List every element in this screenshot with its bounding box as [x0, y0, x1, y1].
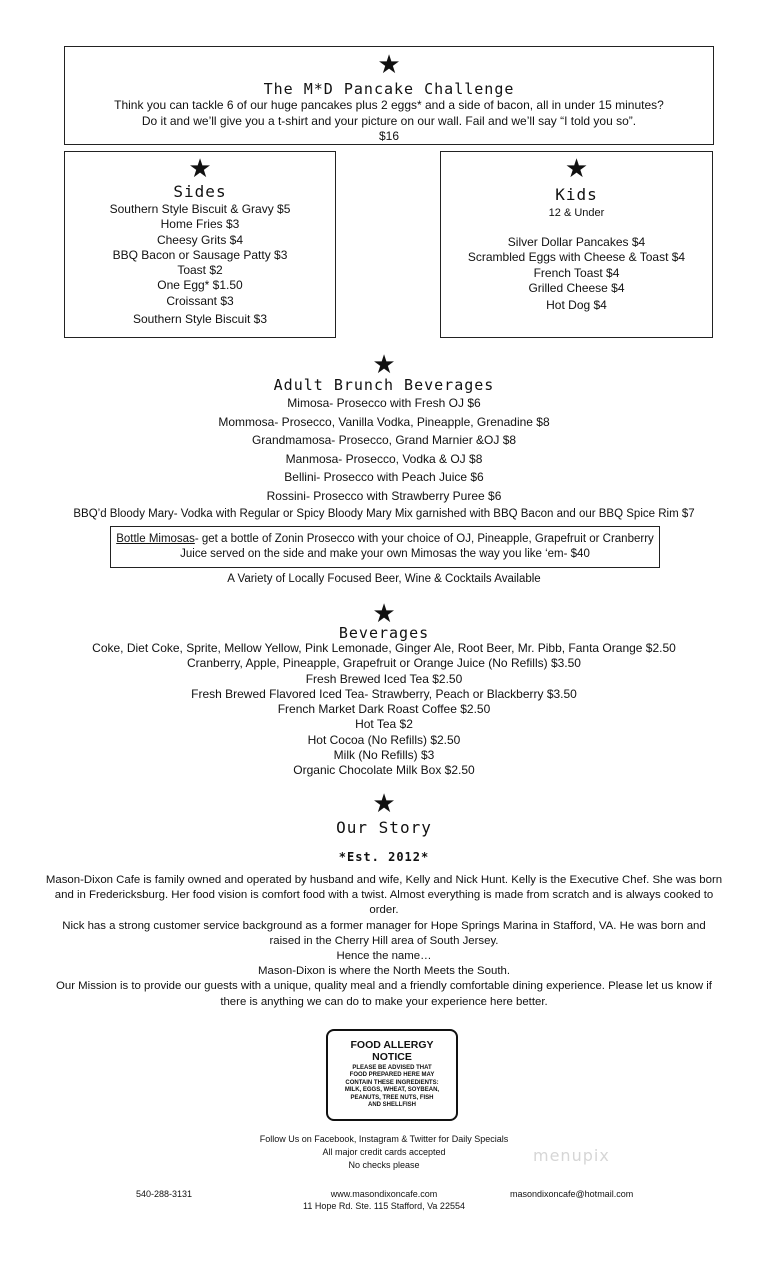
pancake-challenge-box — [64, 46, 714, 145]
challenge-line-1: Think you can tackle 6 of our huge pancakes plus 2 eggs* and a side of bacon, all in under 15 minutes? — [114, 98, 664, 112]
address: 11 Hope Rd. Ste. 115 Stafford, Va 22554 — [303, 1201, 465, 1211]
bottle-mimosas-text-2: Juice served on the side and make your own Mimosas the way you like ‘em- $40 — [180, 548, 590, 560]
allergy-line: CONTAIN THESE INGREDIENTS: — [345, 1079, 439, 1086]
story-established: *Est. 2012* — [338, 850, 430, 864]
beverages-title: Beverages — [338, 624, 430, 642]
star-icon: ★ — [372, 599, 396, 629]
list-item: Cheesy Grits $4 — [156, 232, 244, 247]
story-line: Our Mission is to provide our guests with a unique, quality meal and a friendly comfortable dining experience. Please let us know if — [56, 980, 712, 993]
list-item: Silver Dollar Pancakes $4 — [507, 235, 646, 249]
story-line: Hence the name… — [336, 950, 432, 963]
story-line: raised in the Cherry Hill area of South Jersey. — [269, 934, 499, 947]
story-line: Nick has a strong customer service background as a former manager for Hope Springs Marina in Stafford, VA. He was born and — [62, 919, 706, 932]
list-item: Hot Dog $4 — [546, 298, 607, 313]
list-item: Fresh Brewed Flavored Iced Tea- Strawberry, Peach or Blackberry $3.50 — [191, 686, 577, 701]
bottle-mimosas-box — [110, 526, 660, 568]
bottle-mimosas-text-1: - get a bottle of Zonin Prosecco with your choice of OJ, Pineapple, Grapefruit or Cranberry — [194, 533, 654, 545]
challenge-line-2: Do it and we’ll give you a t-shirt and your picture on our wall. Fail and we’ll say “I told you so”. — [141, 114, 637, 128]
list-item: Rossini- Prosecco with Strawberry Puree $6 — [266, 488, 502, 503]
list-item: Grilled Cheese $4 — [528, 280, 625, 295]
list-item: BBQ’d Bloody Mary- Vodka with Regular or Spicy Bloody Mary Mix garnished with BBQ Bacon and our BBQ Spice Rim $7 — [73, 508, 695, 520]
adult-beverages-title: Adult Brunch Beverages — [273, 376, 495, 394]
list-item: Hot Cocoa (No Refills) $2.50 — [307, 732, 461, 747]
kids-list — [441, 235, 712, 313]
list-item: Manmosa- Prosecco, Vodka & OJ $8 — [285, 451, 483, 466]
list-item: Hot Tea $2 — [355, 717, 413, 732]
allergy-title-2: NOTICE — [372, 1051, 412, 1063]
list-item: Fresh Brewed Iced Tea $2.50 — [305, 671, 463, 686]
website-link[interactable]: www.masondixoncafe.com — [330, 1189, 438, 1199]
star-icon: ★ — [372, 350, 396, 380]
beverages-list — [0, 641, 768, 779]
no-checks-note: No checks please — [348, 1160, 420, 1170]
allergy-text — [328, 1065, 456, 1109]
allergy-line: MILK, EGGS, WHEAT, SOYBEAN, — [344, 1087, 440, 1094]
story-line: Mason-Dixon Cafe is family owned and operated by husband and wife, Kelly and Nick Hunt. Kelly is the Executive Chef. She was born — [45, 874, 723, 886]
phone-number[interactable]: 540-288-3131 — [136, 1189, 193, 1199]
story-text — [34, 873, 734, 1010]
sides-list — [65, 202, 335, 327]
star-icon: ★ — [564, 154, 589, 184]
allergy-line: PEANUTS, TREE NUTS, FISH — [350, 1094, 434, 1101]
variety-note: A Variety of Locally Focused Beer, Wine & Cocktails Available — [227, 573, 541, 585]
allergy-line: PLEASE BE ADVISED THAT — [352, 1065, 432, 1071]
star-icon: ★ — [372, 789, 396, 819]
list-item: Southern Style Biscuit & Gravy $5 — [109, 202, 291, 216]
list-item: Mimosa- Prosecco with Fresh OJ $6 — [287, 396, 481, 410]
list-item: French Toast $4 — [533, 265, 620, 280]
story-line: there is anything we can do to make your experience here better. — [220, 995, 548, 1008]
kids-box — [440, 151, 713, 338]
story-title: Our Story — [336, 818, 432, 837]
list-item: Milk (No Refills) $3 — [333, 748, 435, 763]
list-item: French Market Dark Roast Coffee $2.50 — [277, 702, 491, 717]
list-item: Bellini- Prosecco with Peach Juice $6 — [284, 470, 484, 484]
story-line: Mason-Dixon is where the North Meets the South. — [258, 965, 510, 978]
list-item: Croissant $3 — [166, 293, 234, 308]
list-item: Organic Chocolate Milk Box $2.50 — [293, 763, 475, 778]
food-allergy-notice — [326, 1029, 458, 1121]
credit-cards-note: All major credit cards accepted — [322, 1147, 446, 1157]
list-item: Toast $2 — [177, 263, 223, 278]
list-item: Southern Style Biscuit $3 — [132, 312, 268, 327]
allergy-line: FOOD PREPARED HERE MAY — [349, 1072, 435, 1079]
star-icon: ★ — [188, 154, 212, 184]
story-line: and in Fredericksburg. Her food vision is comfort food with a twist. Almost everything is made from scratch and is always cooked to — [54, 889, 714, 902]
follow-us: Follow Us on Facebook, Instagram & Twitter for Daily Specials — [259, 1134, 509, 1144]
story-line: order. — [369, 904, 399, 917]
list-item: Scrambled Eggs with Cheese & Toast $4 — [467, 250, 686, 265]
list-item: Coke, Diet Coke, Sprite, Mellow Yellow, Pink Lemonade, Ginger Ale, Root Beer, Mr. Pibb, Fanta Orange $2.50 — [92, 641, 676, 655]
bottle-mimosas-line-1 — [111, 532, 659, 547]
list-item: Mommosa- Prosecco, Vanilla Vodka, Pineapple, Grenadine $8 — [218, 414, 550, 429]
star-icon: ★ — [377, 50, 401, 80]
adult-beverages-list — [0, 396, 768, 523]
kids-title: Kids — [555, 185, 598, 204]
challenge-title: The M*D Pancake Challenge — [263, 80, 515, 98]
list-item: BBQ Bacon or Sausage Patty $3 — [112, 247, 288, 262]
kids-subtitle: 12 & Under — [548, 207, 605, 219]
list-item: Cranberry, Apple, Pineapple, Grapefruit or Orange Juice (No Refills) $3.50 — [187, 656, 581, 671]
list-item: One Egg* $1.50 — [157, 278, 243, 293]
allergy-title-1: FOOD ALLERGY — [350, 1039, 434, 1051]
email-link[interactable]: masondixoncafe@hotmail.com — [510, 1189, 634, 1199]
list-item: Home Fries $3 — [160, 217, 240, 232]
sides-box — [64, 151, 336, 338]
watermark-logo: menupix — [533, 1146, 610, 1165]
list-item: Grandmamosa- Prosecco, Grand Marnier &OJ $8 — [251, 433, 517, 447]
bottle-mimosas-label: Bottle Mimosas — [116, 533, 195, 545]
sides-title: Sides — [173, 182, 227, 201]
challenge-price: $16 — [378, 129, 400, 143]
allergy-line: AND SHELLFISH — [368, 1102, 416, 1109]
